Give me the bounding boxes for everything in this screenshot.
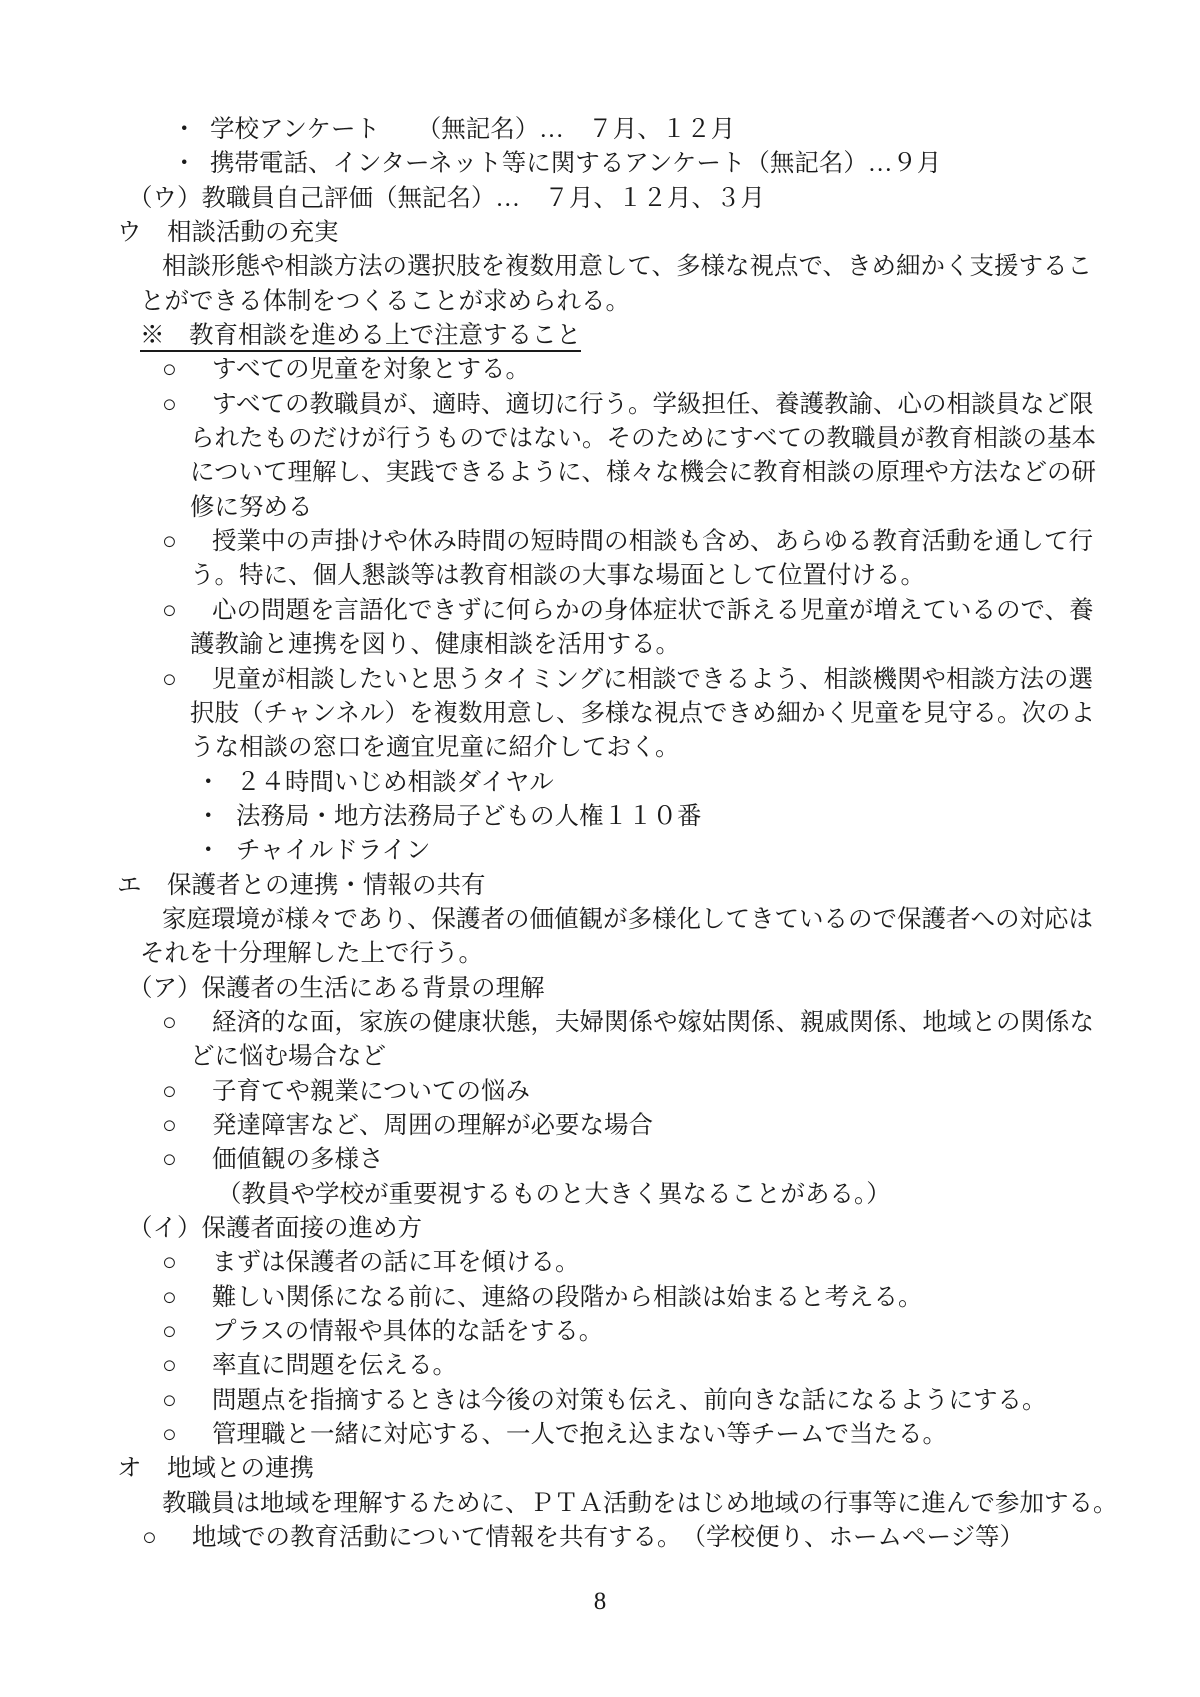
line-text: 授業中の声掛けや休み時間の短時間の相談も含め、あらゆる教育活動を通して行 xyxy=(212,528,1094,556)
circle-icon: ○ xyxy=(162,1386,177,1414)
paragraph-line xyxy=(0,285,1200,319)
line-text: 管理職と一緒に対応する、一人で抱え込まない等チームで当たる。 xyxy=(212,1421,947,1449)
line-text: とができる体制をつくることが求められる。 xyxy=(140,287,630,315)
paragraph-line xyxy=(0,1487,1200,1521)
parenthetical-note xyxy=(0,1178,1200,1212)
circle-item xyxy=(0,1143,1200,1177)
circle-item xyxy=(0,1315,1200,1349)
circle-item xyxy=(0,388,1200,422)
continuation-line xyxy=(0,559,1200,593)
line-text: チャイルドライン xyxy=(236,837,431,865)
paragraph-line xyxy=(0,937,1200,971)
line-text: 相談形態や相談方法の選択肢を複数用意して、多様な視点で、きめ細かく支援するこ xyxy=(162,253,1093,281)
bullet-icon: ・ xyxy=(172,116,197,143)
section-label: エ xyxy=(117,871,142,899)
line-text: 家庭環境が様々であり、保護者の価値観が多様化してきているので保護者への対応は xyxy=(162,905,1093,933)
continuation-line xyxy=(0,697,1200,731)
labeled-heading xyxy=(0,972,1200,1006)
circle-icon: ○ xyxy=(162,1077,177,1105)
circle-icon: ○ xyxy=(162,528,177,556)
line-text: 経済的な面，家族の健康状態，夫婦関係や嫁姑関係、親戚関係、地域との関係な xyxy=(212,1008,1094,1036)
circle-item xyxy=(0,1246,1200,1280)
line-text: （ウ）教職員自己評価（無記名）… ７月、１２月、３月 xyxy=(128,184,765,212)
section-heading xyxy=(0,869,1200,903)
line-text: （教員や学校が重要視するものと大きく異なることがある。） xyxy=(217,1180,891,1208)
bullet-item xyxy=(0,147,1200,181)
line-text: ２４時間いじめ相談ダイヤル xyxy=(236,768,554,796)
line-text: （イ）保護者面接の進め方 xyxy=(128,1215,422,1242)
continuation-line xyxy=(0,731,1200,765)
circle-item xyxy=(0,1075,1200,1109)
circle-icon: ○ xyxy=(162,356,177,384)
continuation-line xyxy=(0,456,1200,490)
paragraph-line xyxy=(0,250,1200,284)
line-text: 教職員は地域を理解するために、ＰＴＡ活動をはじめ地域の行事等に進んで参加する。 xyxy=(162,1489,1118,1517)
line-text: 保護者との連携・情報の共有 xyxy=(167,871,486,899)
labeled-heading xyxy=(0,182,1200,216)
circle-item xyxy=(0,1384,1200,1418)
line-text: どに悩む場合など xyxy=(190,1043,386,1071)
circle-icon: ○ xyxy=(162,665,177,693)
circle-icon: ○ xyxy=(162,1146,177,1174)
line-text: 児童が相談したいと思うタイミングに相談できるよう、相談機関や相談方法の選 xyxy=(212,665,1094,693)
section-label: ウ xyxy=(117,219,142,247)
line-text: 修に努める xyxy=(190,493,313,521)
line-text: 難しい関係になる前に、連絡の段階から相談は始まると考える。 xyxy=(212,1283,923,1311)
circle-icon: ○ xyxy=(162,1008,177,1036)
line-text: 地域との連携 xyxy=(167,1455,314,1483)
line-text: それを十分理解した上で行う。 xyxy=(140,940,483,968)
circle-icon: ○ xyxy=(162,1283,177,1311)
circle-item xyxy=(0,353,1200,387)
circle-item xyxy=(0,1349,1200,1383)
line-text: 法務局・地方法務局子どもの人権１１０番 xyxy=(236,802,702,830)
circle-item xyxy=(0,525,1200,559)
note-heading xyxy=(0,319,1200,353)
line-text: 地域での教育活動について情報を共有する。 （学校便り、ホームページ等） xyxy=(192,1524,1025,1552)
bullet-item xyxy=(0,113,1200,147)
circle-icon: ○ xyxy=(162,1352,177,1380)
line-text: 心の問題を言語化できずに何らかの身体症状で訴える児童が増えているので、養 xyxy=(212,596,1094,624)
circle-icon: ○ xyxy=(162,1318,177,1346)
circle-icon: ○ xyxy=(162,1111,177,1139)
line-text: まずは保護者の話に耳を傾ける。 xyxy=(212,1249,580,1277)
bullet-item xyxy=(0,834,1200,868)
continuation-line xyxy=(0,422,1200,456)
page-number: 8 xyxy=(593,1588,607,1615)
document-body xyxy=(0,113,1200,1555)
bullet-icon: ・ xyxy=(196,802,221,830)
line-text: 発達障害など、周囲の理解が必要な場合 xyxy=(212,1111,653,1139)
line-text: プラスの情報や具体的な話をする。 xyxy=(212,1318,604,1346)
line-text: 子育てや親業についての悩み xyxy=(212,1077,531,1105)
section-heading xyxy=(0,216,1200,250)
circle-item xyxy=(0,1109,1200,1143)
circle-item xyxy=(0,1281,1200,1315)
line-text: 価値観の多様さ xyxy=(212,1146,384,1174)
labeled-heading xyxy=(0,1212,1200,1246)
circle-item xyxy=(0,1418,1200,1452)
continuation-line xyxy=(0,1040,1200,1074)
line-text: 携帯電話、インターネット等に関するアンケート（無記名）…９月 xyxy=(210,150,942,178)
circle-icon: ○ xyxy=(162,390,177,418)
circle-item xyxy=(0,1521,1200,1555)
line-text: （ア）保護者の生活にある背景の理解 xyxy=(128,974,545,1002)
bullet-item xyxy=(0,766,1200,800)
line-text: う。特に、個人懇談等は教育相談の大事な場面として位置付ける。 xyxy=(190,562,925,590)
circle-icon: ○ xyxy=(142,1524,157,1552)
line-text: られたものだけが行うものではない。そのためにすべての教職員が教育相談の基本 xyxy=(190,425,1097,453)
bullet-icon: ・ xyxy=(196,768,221,796)
section-heading xyxy=(0,1452,1200,1486)
circle-item xyxy=(0,663,1200,697)
line-text: うな相談の窓口を適宜児童に紹介しておく。 xyxy=(190,734,680,762)
line-text: すべての児童を対象とする。 xyxy=(212,356,531,384)
circle-icon: ○ xyxy=(162,1249,177,1277)
continuation-line xyxy=(0,628,1200,662)
circle-icon: ○ xyxy=(162,1421,177,1449)
line-text: について理解し、実践できるように、様々な機会に教育相談の原理や方法などの研 xyxy=(190,459,1097,487)
line-text: 問題点を指摘するときは今後の対策も伝え、前向きな話になるようにする。 xyxy=(212,1386,1047,1414)
line-text: 護教諭と連携を図り、健康相談を活用する。 xyxy=(190,631,680,659)
section-label: オ xyxy=(117,1455,142,1483)
circle-item xyxy=(0,1006,1200,1040)
bullet-icon: ・ xyxy=(196,837,221,865)
bullet-item xyxy=(0,800,1200,834)
continuation-line xyxy=(0,491,1200,525)
line-text: すべての教職員が、適時、適切に行う。学級担任、養護教諭、心の相談員など限 xyxy=(212,390,1094,418)
bullet-icon: ・ xyxy=(172,150,197,178)
line-text: 択肢（チャンネル）を複数用意し、多様な視点できめ細かく児童を見守る。次のよ xyxy=(190,699,1096,727)
line-text: 率直に問題を伝える。 xyxy=(212,1352,457,1380)
paragraph-line xyxy=(0,903,1200,937)
circle-icon: ○ xyxy=(162,596,177,624)
circle-item xyxy=(0,594,1200,628)
line-text: 相談活動の充実 xyxy=(167,219,339,247)
line-text: ※ 教育相談を進める上で注意すること xyxy=(140,322,581,350)
line-text: 学校アンケート （無記名）… ７月、１２月 xyxy=(210,116,736,143)
